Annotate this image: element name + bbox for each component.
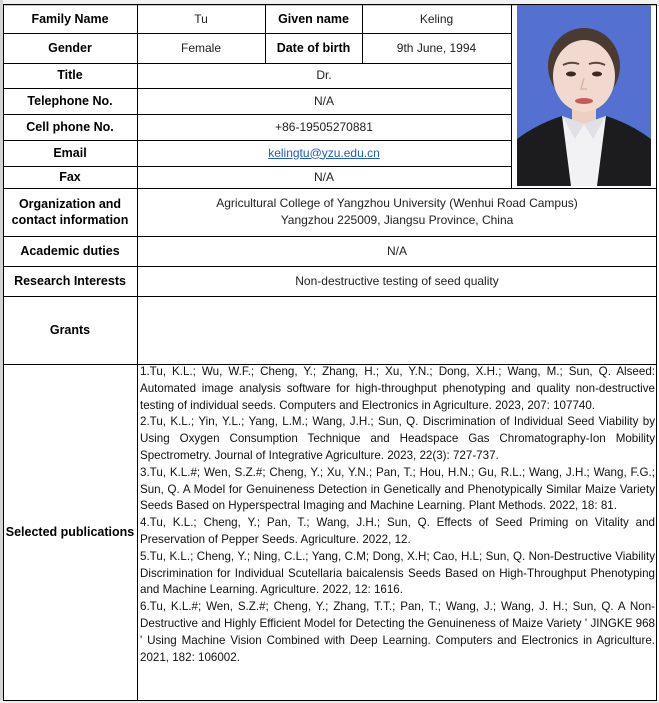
row-divider: [3, 266, 657, 267]
organization-label-line1: Organization and: [18, 197, 122, 211]
row-divider: [3, 63, 511, 64]
table-border-bottom: [3, 700, 657, 701]
publication-item: 6.Tu, K.L.#; Wen, S.Z.#; Cheng, Y.; Zhang, T.T.; Pan, T.; Wang, J.; Wang, J. H.; Sun, Q. A Non-Destructive and Highly Efficient Model for Detecting the Genuineness of Maize Variety ' JINGKE 968 ' Using Machine Vision Combined with Deep Learning. Computers and Electronics in Agriculture. 2021, 182: 106002.: [140, 600, 655, 664]
grants-value[interactable]: [137, 296, 657, 364]
publication-item: 2.Tu, K.L.; Yin, Y.L.; Yang, L.M.; Wang, J.H.; Sun, Q. Discrimination of Individual Seed Viability by Using Oxygen Consumption Technique and Headspace Gas Chromatography-Ion Mobility Spectrometry. Journal of Integrative Agriculture. 2023, 22(3): 727-737.: [140, 415, 655, 462]
email-link[interactable]: kelingtu@yzu.edu.cn: [268, 145, 380, 160]
given-name-label: Given name: [278, 11, 349, 26]
table-border-left: [3, 4, 4, 701]
academic-duties-label: Academic duties: [20, 243, 120, 258]
email-label: Email: [53, 145, 87, 160]
cell-phone-label: Cell phone No.: [26, 119, 114, 134]
family-name-label: Family Name: [31, 11, 109, 26]
row-divider: [3, 364, 657, 365]
dob-value[interactable]: 9th June, 1994: [396, 40, 477, 55]
telephone-value[interactable]: N/A: [313, 93, 334, 108]
fax-value[interactable]: N/A: [313, 169, 334, 184]
row-divider: [3, 166, 511, 167]
row-divider: [3, 140, 511, 141]
column-divider: [511, 4, 512, 188]
publication-item: 5.Tu, K.L.; Cheng, Y.; Ning, C.L.; Yang, C.M; Dong, X.H; Cao, H.L; Sun, Q. Non-Destructive Viability Discrimination for Individual Scutellaria baicalensis Seeds Based on High-Throughput Phenotyping and Machine Learning. Agriculture. 2022, 12: 1616.: [140, 549, 655, 597]
organization-label-line2: contact information: [11, 213, 129, 227]
academic-duties-value[interactable]: N/A: [386, 243, 407, 258]
organization-line2: Yangzhou 225009, Jiangsu Province, China: [280, 213, 514, 227]
portrait-photo: [517, 4, 651, 186]
email-cell: [137, 140, 511, 166]
row-divider: [3, 296, 657, 297]
research-interests-value[interactable]: Non-destructive testing of seed quality: [295, 273, 499, 288]
title-value[interactable]: Dr.: [316, 68, 332, 82]
table-border-top: [3, 4, 657, 5]
publication-item: 4.Tu, K.L.; Cheng, Y.; Pan, T.; Wang, J.H.; Sun, Q. Effects of Seed Priming on Vitality and Preservation of Pepper Seeds. Agriculture. 2022, 12.: [140, 516, 655, 546]
title-label: Title: [57, 68, 83, 82]
fax-label: Fax: [59, 169, 81, 184]
gender-label: Gender: [48, 40, 92, 55]
row-divider: [3, 236, 657, 237]
publication-item: 1.Tu, K.L.; Wu, W.F.; Cheng, Y.; Zhang, H.; Xu, Y.N.; Dong, X.H.; Wang, M.; Sun, Q. Alseed: Automated image analysis software for high-throughput phenotyping and quality non-destructive testing of individual seeds. Computers and Electronics in Agriculture. 2023, 207: 107740.: [140, 365, 655, 412]
research-interests-label: Research Interests: [14, 273, 126, 288]
row-divider: [3, 114, 511, 115]
gender-value[interactable]: Female: [180, 40, 221, 55]
publications-list[interactable]: [139, 364, 655, 700]
row-divider: [3, 33, 511, 34]
column-divider: [137, 4, 138, 701]
given-name-value[interactable]: Keling: [419, 11, 454, 26]
portrait-icon: [517, 4, 651, 186]
publications-label: Selected publications: [5, 524, 135, 539]
organization-value[interactable]: [137, 188, 657, 236]
telephone-label: Telephone No.: [27, 93, 113, 108]
family-name-value[interactable]: Tu: [194, 11, 208, 26]
publication-item: 3.Tu, K.L.#; Wen, S.Z.#; Cheng, Y.; Xu, Y.N.; Pan, T.; Hou, H.N.; Gu, R.L.; Wang, J.H.; Wang, F.G.; Sun, Q. A Model for Genuineness Detection in Genetically and Phenotypically Similar Maize Variety Seeds Based on Hyperspectral Imaging and Machine Learning. Plant Methods. 2022, 18: 81.: [140, 465, 655, 513]
row-divider: [3, 188, 657, 189]
row-divider: [3, 88, 511, 89]
grants-label: Grants: [49, 322, 91, 337]
cell-phone-value[interactable]: +86-19505270881: [275, 119, 373, 134]
table-border-right: [656, 4, 657, 701]
organization-label: [3, 188, 137, 236]
dob-label: Date of birth: [276, 40, 351, 55]
organization-line1: Agricultural College of Yangzhou University (Wenhui Road Campus): [216, 196, 578, 210]
